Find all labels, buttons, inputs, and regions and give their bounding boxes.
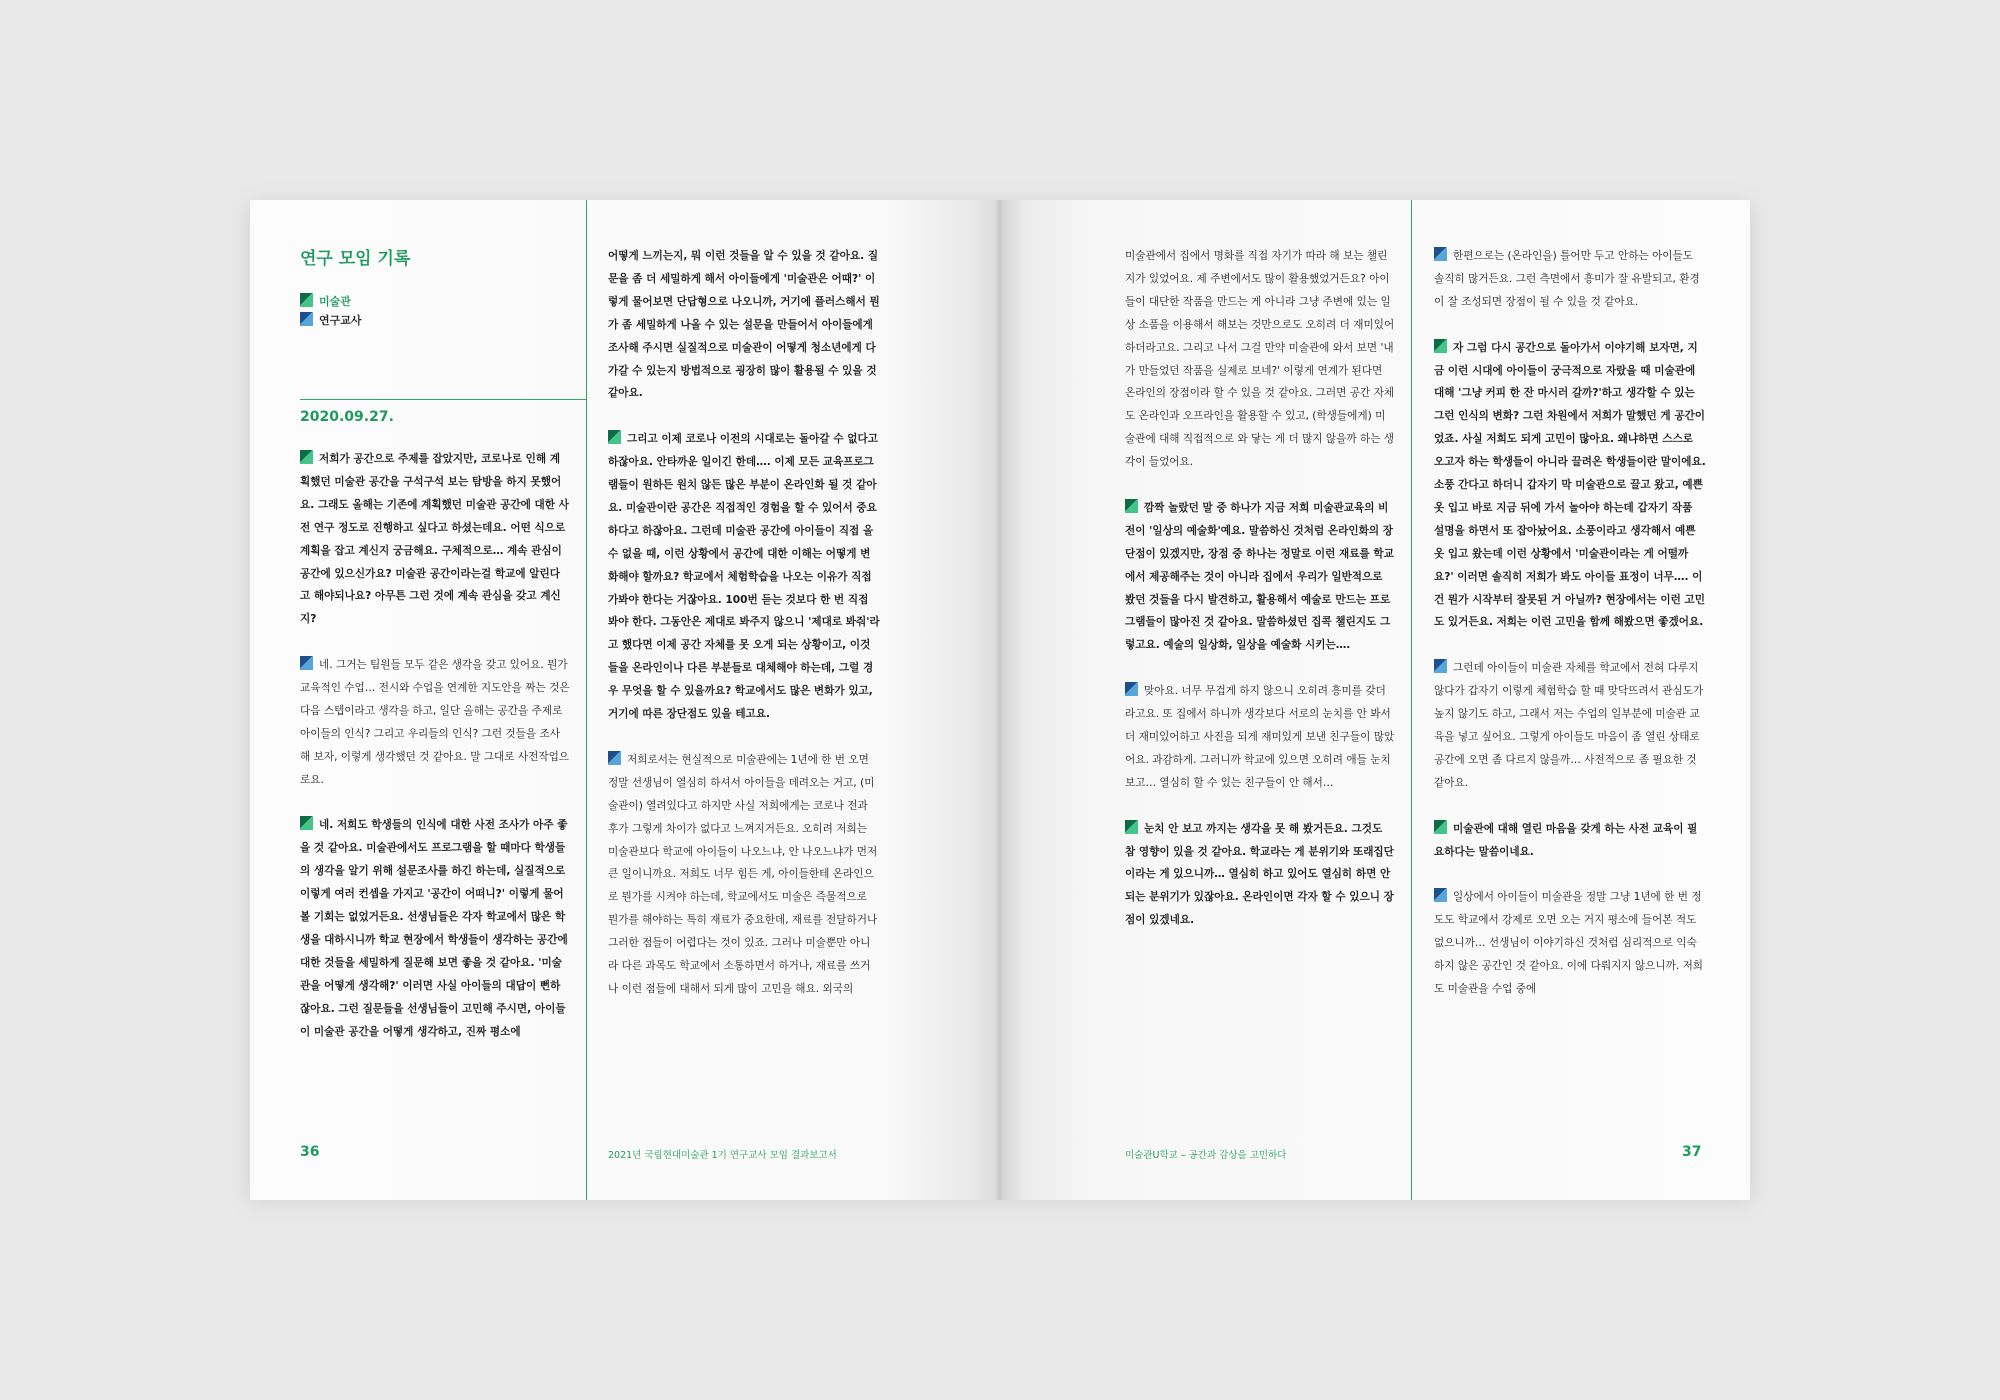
museum-marker-icon	[300, 293, 313, 307]
paragraph: 자 그럼 다시 공간으로 돌아가서 이야기해 보자면, 지금 이런 시대에 아이들이 궁극적으로 자랐을 때 미술관에 대해 '그냥 커피 한 잔 마시러 갈까?'하고 생각할 수 있는 그런 인식의 변화? 그런 차원에서 저희가 말했던 게 공간이었죠. 사실 저희도 되게 고민이 많아요. 왜냐하면 스스로 오고자 하는 학생들이 아니라 끌려온 학생들이란 말이에요. 소풍 간다고 하더니 갑자기 막 미술관으로 끌고 왔고, 예쁜 옷 입고 바로 지금 뒤에 가서 놀아야 하는데 갑자기 작품 설명을 하면서 또 잡아놨어요. 소풍이라고 생각해서 예쁜 옷 입고 왔는데 이런 상황에서 '미술관이라는 게 어떨까요?' 이러면 솔직히 저희가 봐도 아이들 표정이 너무…. 이건 뭔가 시작부터 잘못된 거 아닐까? 현장에서는 이런 고민도 있거든요. 저희는 이런 고민을 함께 해봤으면 좋겠어요.	[1434, 337, 1706, 635]
museum-marker-icon	[1434, 339, 1447, 353]
paragraph: 그런데 아이들이 미술관 자체를 학교에서 전혀 다루지 않다가 갑자기 이렇게 체험학습 할 때 맞닥뜨려서 관심도가 높지 않기도 하고, 그래서 저는 수업의 일부분에 미술관 교육을 넣고 싶어요. 그렇게 아이들도 마음이 좀 열린 상태로 공간에 오면 좀 다르지 않을까… 사전적으로 좀 필요한 것 같아요.	[1434, 657, 1706, 794]
left-column-1	[300, 448, 570, 1066]
paragraph: 일상에서 아이들이 미술관을 정말 그냥 1년에 한 번 정도도 학교에서 강제로 오면 오는 거지 평소에 들어본 적도 없으니까… 선생님이 이야기하신 것처럼 심리적으로 익숙하지 않은 공간인 것 같아요. 이에 다뤄지지 않으니까. 저희도 미술관을 수업 중에	[1434, 886, 1706, 1001]
right-column-2	[1434, 245, 1706, 1024]
paragraph: 네. 저희도 학생들의 인식에 대한 사전 조사가 아주 좋을 것 같아요. 미술관에서도 프로그램을 할 때마다 학생들의 생각을 알기 위해 설문조사를 하긴 하는데, 실질적으로 이렇게 여러 컨셉을 가지고 '공간이 어떠니?' 이렇게 물어볼 기회는 없었거든요. 선생님들은 각자 학교에서 많은 학생을 대하시니까 학교 현장에서 학생들이 생각하는 공간에 대한 것들을 세밀하게 질문해 보면 좋을 것 같아요. '미술관을 어떻게 생각해?' 이러면 사실 아이들의 대답이 뻔하잖아요. 그런 질문들을 선생님들이 고민해 주시면, 아이들이 미술관 공간을 어떻게 생각하고, 진짜 평소에	[300, 814, 570, 1043]
paragraph: 깜짝 놀랐던 말 중 하나가 지금 저희 미술관교육의 비전이 '일상의 예술화'예요. 말씀하신 것처럼 온라인화의 장단점이 있겠지만, 장점 중 하나는 정말로 이런 재료를 학교에서 제공해주는 것이 아니라 집에서 우리가 일반적으로 봤던 것들을 다시 발견하고, 활용해서 예술로 만드는 프로그램들이 많아진 것 같아요. 말씀하셨던 집콕 챌린지도 그렇고요. 예술의 일상화, 일상을 예술화 시키는….	[1125, 497, 1395, 657]
paragraph: 눈치 안 보고 까지는 생각을 못 해 봤거든요. 그것도 참 영향이 있을 것 같아요. 학교라는 게 분위기와 또래집단이라는 게 있으니까… 열심히 하고 있어도 열심히 하면 안 되는 분위기가 있잖아요. 온라인이면 각자 할 수 있으니 장점이 있겠네요.	[1125, 818, 1395, 933]
teacher-marker-icon	[1125, 682, 1138, 696]
museum-marker-icon	[300, 816, 313, 830]
page-footer: 미술관U학교 – 공간과 감상을 고민하다	[1125, 1150, 1287, 1161]
teacher-marker-icon	[300, 312, 313, 326]
teacher-marker-icon	[1434, 247, 1447, 261]
legend-museum: 미술관	[300, 292, 362, 311]
paragraph: 미술관에 대해 열린 마음을 갖게 하는 사전 교육이 필요하다는 말씀이네요.	[1434, 818, 1706, 864]
left-column-2	[608, 245, 880, 1024]
page-number: 37	[1682, 1144, 1702, 1160]
right-page	[1002, 200, 1750, 1200]
teacher-marker-icon	[1434, 659, 1447, 673]
teacher-marker-icon	[300, 656, 313, 670]
paragraph: 그리고 이제 코로나 이전의 시대로는 돌아갈 수 없다고 하잖아요. 안타까운 일이긴 한데…. 이제 모든 교육프로그램들이 원하든 원치 않든 많은 부분이 온라인화 될 것 같아요. 미술관이란 공간은 직접적인 경험을 할 수 있어서 중요하다고 하잖아요. 그런데 미술관 공간에 아이들이 직접 올 수 없을 때, 이런 상황에서 공간에 대한 이해는 어떻게 변화해야 할까요? 학교에서 체험학습을 나오는 이유가 직접 가봐야 한다는 거잖아요. 100번 듣는 것보다 한 번 직접 봐야 한다. 그동안은 제대로 봐주지 않으니 '제대로 봐줘'라고 했다면 이제 공간 자체를 못 오게 되는 상황이고, 이것들을 온라인이나 다른 부분들로 대체해야 하는데, 그럴 경우 무엇을 할 수 있을까요? 학교에서도 많은 변화가 있고, 거기에 따른 장단점도 있을 테고요.	[608, 428, 880, 726]
header-rule	[300, 399, 586, 400]
museum-marker-icon	[1434, 820, 1447, 834]
paragraph: 미술관에서 집에서 명화를 직접 자기가 따라 해 보는 챌린지가 있었어요. 제 주변에서도 많이 활용했었거든요? 아이들이 대단한 작품을 만드는 게 아니라 그냥 주변에 있는 일상 소품을 이용해서 해보는 것만으로도 오히려 더 재미있어하더라고요. 그리고 나서 그걸 만약 미술관에 와서 보면 '내가 만들었던 작품을 실제로 보네?' 이렇게 연계가 된다면 온라인의 장점이라 할 수 있을 것 같아요. 그러면 공간 자체도 온라인과 오프라인을 활용할 수 있고, (학생들에게) 미술관에 대해 직접적으로 와 닿는 게 더 많지 않을까 하는 생각이 들었어요.	[1125, 250, 1395, 469]
museum-marker-icon	[1125, 820, 1138, 834]
paragraph: 한편으로는 (온라인을) 틀어만 두고 안하는 아이들도 솔직히 많거든요. 그런 측면에서 흥미가 잘 유발되고, 환경이 잘 조성되면 장점이 될 수 있을 것 같아요.	[1434, 245, 1706, 314]
meeting-date: 2020.09.27.	[300, 409, 394, 425]
teacher-marker-icon	[1434, 888, 1447, 902]
museum-marker-icon	[300, 450, 313, 464]
page-footer: 2021년 국립현대미술관 1기 연구교사 모임 결과보고서	[608, 1150, 837, 1161]
page-number: 36	[300, 1144, 320, 1160]
paragraph: 맞아요. 너무 무겁게 하지 않으니 오히려 흥미를 갖더라고요. 또 집에서 하니까 생각보다 서로의 눈치를 안 봐서 더 재미있어하고 사진을 되게 재미있게 보낸 친구들이 많았어요. 과감하게. 그러니까 학교에 있으면 오히려 애들 눈치 보고… 열심히 할 수 있는 친구들이 안 해서…	[1125, 680, 1395, 795]
legend-teacher: 연구교사	[300, 311, 362, 330]
section-title: 연구 모임 기록	[300, 249, 411, 269]
paragraph: 저희가 공간으로 주제를 잡았지만, 코로나로 인해 계획했던 미술관 공간을 구석구석 보는 탐방을 하지 못했어요. 그래도 올해는 기존에 계획했던 미술관 공간에 대한 사전 연구 정도로 진행하고 싶다고 하셨는데요. 어떤 식으로 계획을 잡고 계신지 궁금해요. 구체적으로… 계속 관심이 공간에 있으신가요? 미술관 공간이라는걸 학교에 알린다고 해야되나요? 아무튼 그런 것에 계속 관심을 갖고 계신지?	[300, 448, 570, 631]
paragraph: 어떻게 느끼는지, 뭐 이런 것들을 알 수 있을 것 같아요. 질문을 좀 더 세밀하게 해서 아이들에게 '미술관은 어때?' 이렇게 물어보면 단답형으로 나오니까, 거기에 플러스해서 뭔가 좀 세밀하게 나올 수 있는 설문을 만들어서 아이들에게 조사해 주시면 실질적으로 미술관이 어떻게 청소년에게 다가갈 수 있는지 방법적으로 굉장히 많이 활용될 수 있을 것 같아요.	[608, 250, 880, 400]
column-divider	[1411, 200, 1412, 1200]
teacher-marker-icon	[608, 751, 621, 765]
museum-marker-icon	[608, 430, 621, 444]
left-page	[250, 200, 998, 1200]
museum-marker-icon	[1125, 499, 1138, 513]
right-column-1	[1125, 245, 1395, 955]
paragraph: 네. 그거는 팀원들 모두 같은 생각을 갖고 있어요. 뭔가 교육적인 수업… 전시와 수업을 연계한 지도안을 짜는 것은 다음 스텝이라고 생각을 하고, 일단 올해는 공간을 주제로 아이들의 인식? 그리고 우리들의 인식? 그런 것들을 조사해 보자, 이렇게 생각했던 것 같아요. 말 그대로 사전작업으로요.	[300, 654, 570, 791]
speaker-legend	[300, 292, 362, 330]
column-divider	[586, 200, 587, 1200]
paragraph: 저희로서는 현실적으로 미술관에는 1년에 한 번 오면 정말 선생님이 열심히 하셔서 아이들을 데려오는 거고, (미술관이) 열려있다고 하지만 사실 저희에게는 코로나 전과 후가 그렇게 차이가 없다고 느껴지거든요. 오히려 저희는 미술관보다 학교에 아이들이 나오느냐, 안 나오느냐가 먼저 큰 일이니까요. 저희도 너무 힘든 게, 아이들한테 온라인으로 뭔가를 시켜야 하는데, 학교에서도 미술은 즉물적으로 뭔가를 해야하는 특히 재료가 중요한데, 재료를 전달하거나 그러한 점들이 어렵다는 것이 있죠. 그러나 미술뿐만 아니라 다른 과목도 학교에서 소통하면서 하거나, 재료를 쓰거나 이런 점들에 대해서 되게 많이 고민을 해요. 외국의	[608, 749, 880, 1001]
